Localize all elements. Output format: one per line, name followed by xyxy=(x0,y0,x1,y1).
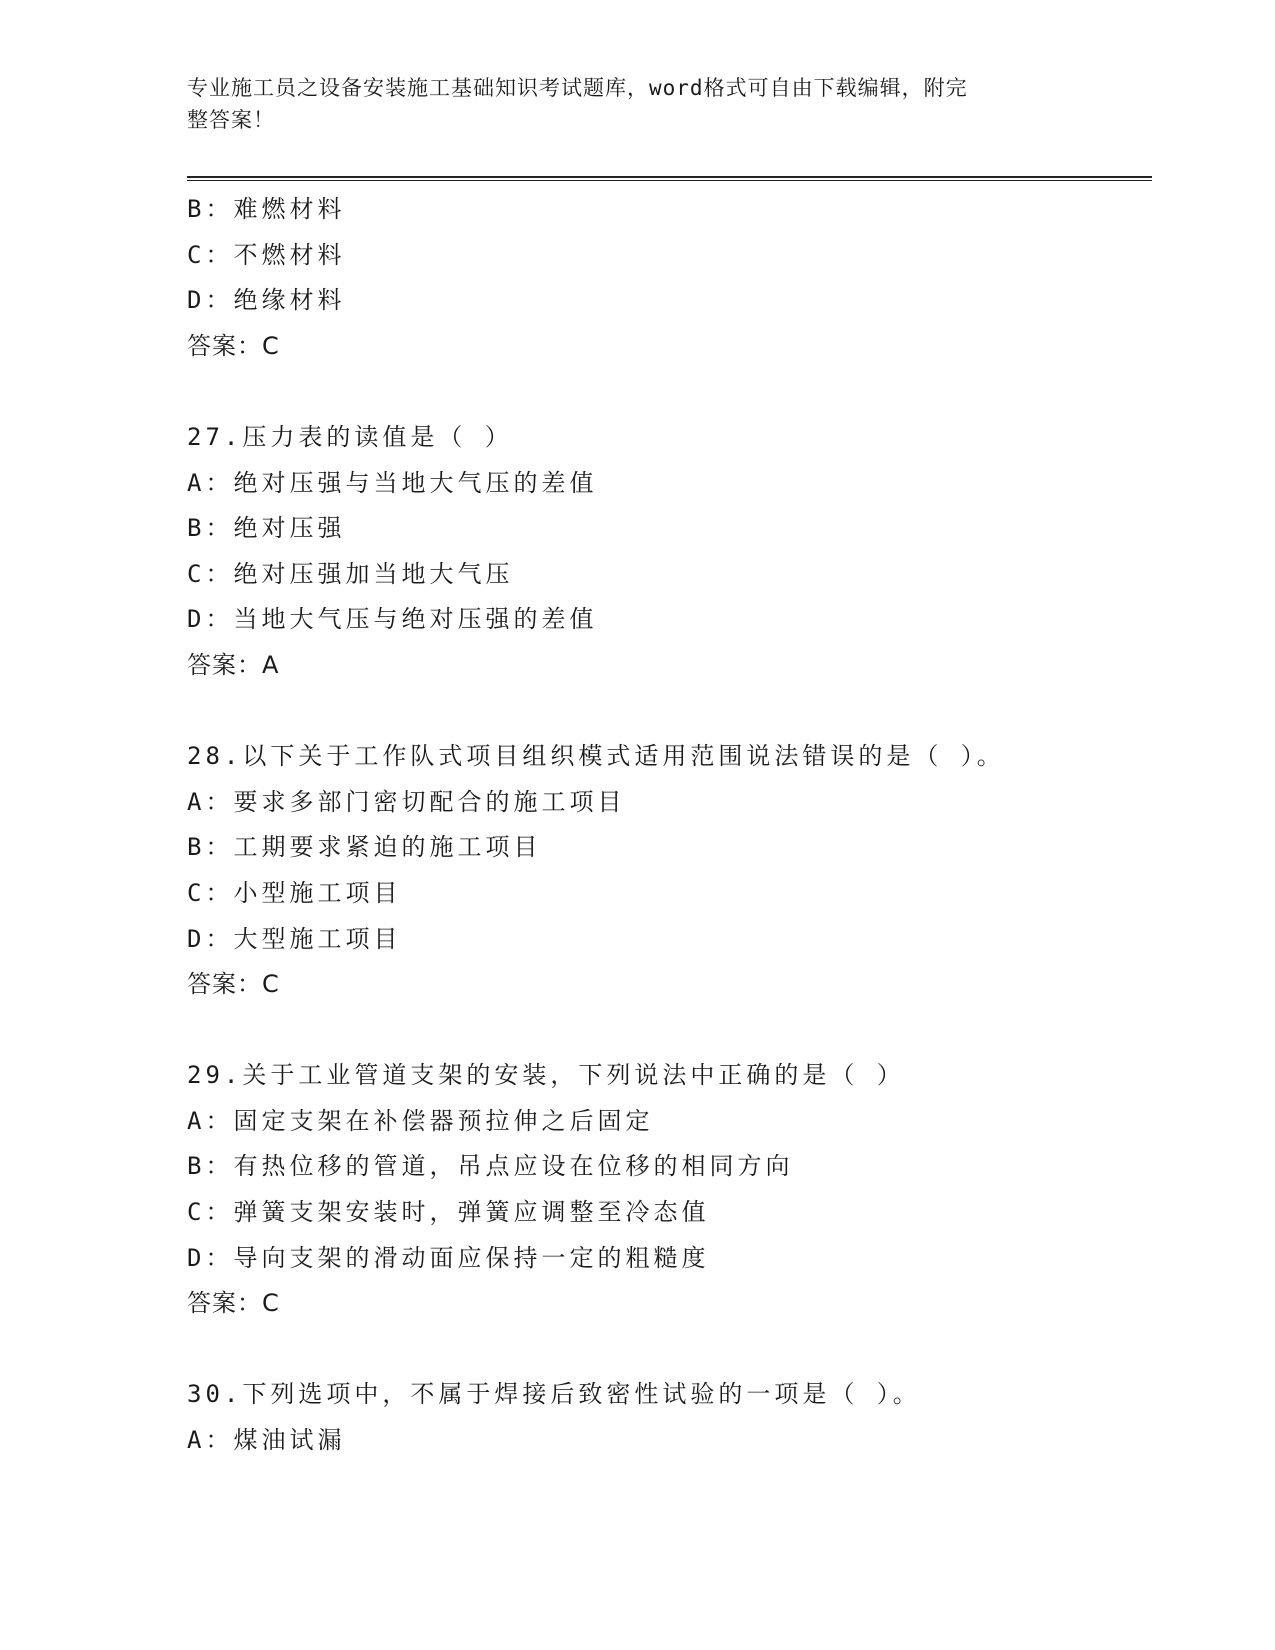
answer-line: 答案：A xyxy=(187,650,280,679)
option-line: D：绝缘材料 xyxy=(187,286,346,315)
option-line: A：绝对压强与当地大气压的差值 xyxy=(187,468,598,497)
question-stem: 30.下列选项中，不属于焊接后致密性试验的一项是（ ）。 xyxy=(187,1380,921,1409)
option-line: B：绝对压强 xyxy=(187,514,346,543)
blank-line xyxy=(187,369,1187,415)
blank-line xyxy=(187,1008,1187,1054)
option-line: D：当地大气压与绝对压强的差值 xyxy=(187,605,598,634)
option-line: A：要求多部门密切配合的施工项目 xyxy=(187,787,626,816)
option-line: C：小型施工项目 xyxy=(187,878,402,907)
option-line: D：大型施工项目 xyxy=(187,924,402,953)
header-line-2: 整答案！ xyxy=(187,108,275,132)
question-list xyxy=(187,187,1187,1464)
answer-line: 答案：C xyxy=(187,970,280,999)
option-line: B：难燃材料 xyxy=(187,195,346,223)
answer-line: 答案：C xyxy=(187,331,280,360)
option-line: A：煤油试漏 xyxy=(187,1426,346,1455)
answer-line: 答案：C xyxy=(187,1289,280,1318)
header-divider xyxy=(187,176,1152,181)
question-stem: 27.压力表的读值是（ ） xyxy=(187,422,513,451)
option-line: C：不燃材料 xyxy=(187,240,346,269)
header-line-1: 专业施工员之设备安装施工基础知识考试题库，word格式可自由下载编辑，附完 xyxy=(187,76,968,100)
option-line: D：导向支架的滑动面应保持一定的粗糙度 xyxy=(187,1243,710,1272)
blank-line xyxy=(187,689,1187,735)
option-line: B：有热位移的管道，吊点应设在位移的相同方向 xyxy=(187,1152,794,1181)
document-header xyxy=(187,72,1067,136)
option-line: A：固定支架在补偿器预拉伸之后固定 xyxy=(187,1106,654,1135)
question-stem: 29.关于工业管道支架的安装，下列说法中正确的是（ ） xyxy=(187,1061,905,1090)
option-line: B：工期要求紧迫的施工项目 xyxy=(187,833,542,862)
option-line: C：绝对压强加当地大气压 xyxy=(187,559,514,588)
option-line: C：弹簧支架安装时，弹簧应调整至冷态值 xyxy=(187,1198,710,1227)
question-stem: 28.以下关于工作队式项目组织模式适用范围说法错误的是（ ）。 xyxy=(187,742,1005,771)
blank-line xyxy=(187,1327,1187,1373)
